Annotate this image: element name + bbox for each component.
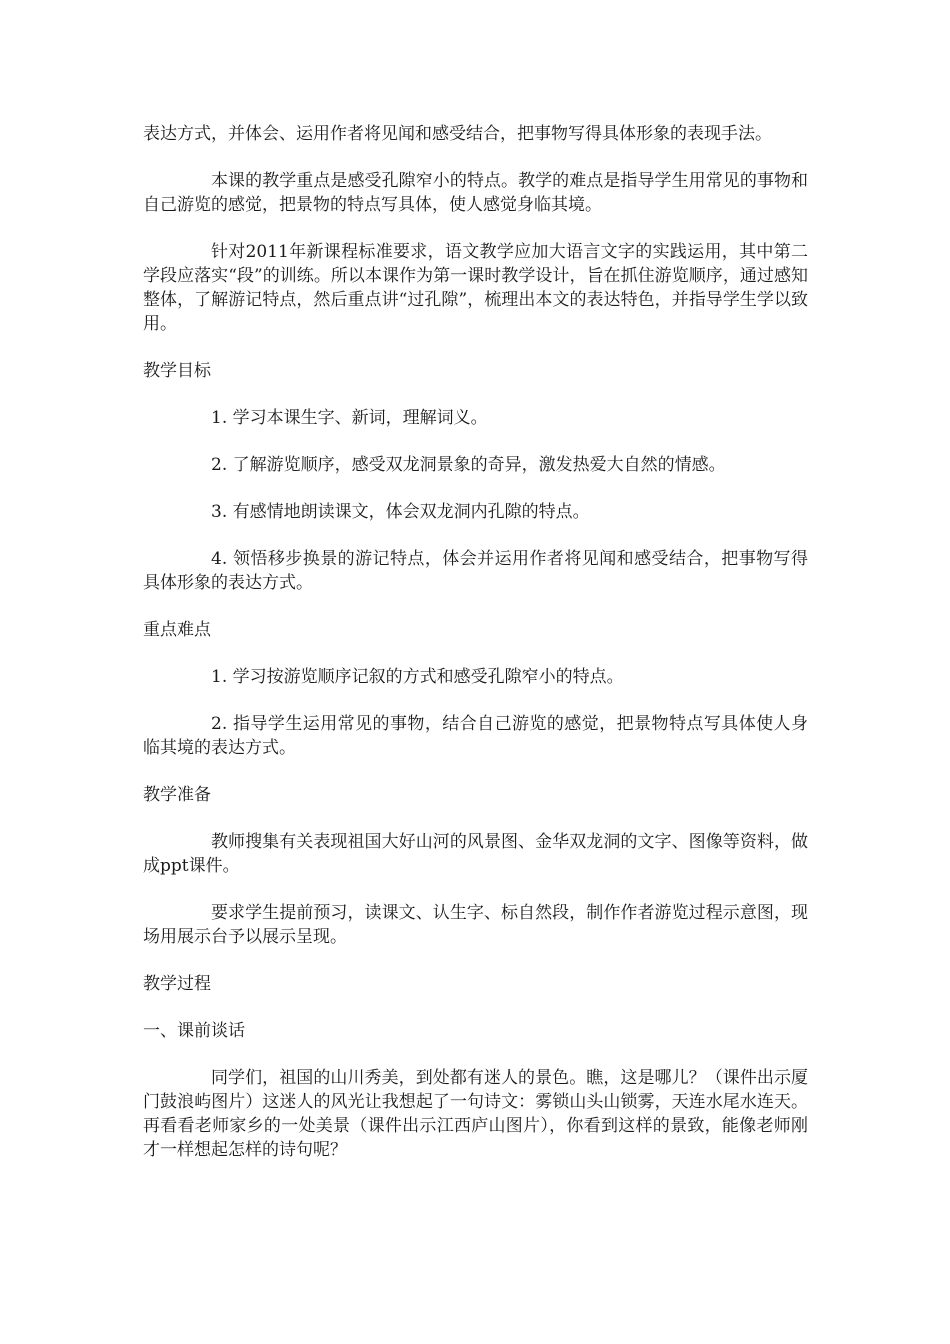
section-heading-teaching-goals: 教学目标 <box>143 361 211 381</box>
document-body <box>143 122 808 1185</box>
goal-item-1: 1. 学习本课生字、新词，理解词义。 <box>211 408 488 428</box>
subsection-heading-pre-class-talk: 一、课前谈话 <box>143 1021 245 1041</box>
goal-item-3: 3. 有感情地朗读课文，体会双龙洞内孔隙的特点。 <box>211 502 590 522</box>
paragraph-pre-class-talk: 同学们，祖国的山川秀美，到处都有迷人的景色。瞧，这是哪儿？（课件出示厦门鼓浪屿图片）这迷人的风光让我想起了一句诗文：雾锁山头山锁雾，天连水尾水连天。再看看老师家乡的一处美景（课件出示江西庐山图片），你看到这样的景致，能像老师刚才一样想起怎样的诗句呢？ <box>143 1068 808 1160</box>
key-point-item-2: 2. 指导学生运用常见的事物，结合自己游览的感觉，把景物特点写具体使人身临其境的表达方式。 <box>143 714 808 758</box>
section-heading-key-points: 重点难点 <box>143 620 211 640</box>
goal-item-2: 2. 了解游览顺序，感受双龙洞景象的奇异，激发热爱大自然的情感。 <box>211 455 726 475</box>
preparation-teacher: 教师搜集有关表现祖国大好山河的风景图、金华双龙洞的文字、图像等资料，做成ppt课件。 <box>143 832 808 876</box>
paragraph-intro-continuation: 表达方式，并体会、运用作者将见闻和感受结合，把事物写得具体形象的表现手法。 <box>143 124 772 144</box>
goal-item-4: 4. 领悟移步换景的游记特点，体会并运用作者将见闻和感受结合，把事物写得具体形象的表达方式。 <box>143 549 808 593</box>
paragraph-teaching-focus: 本课的教学重点是感受孔隙窄小的特点。教学的难点是指导学生用常见的事物和自己游览的感觉，把景物的特点写具体，使人感觉身临其境。 <box>143 171 808 215</box>
section-heading-preparation: 教学准备 <box>143 785 211 805</box>
paragraph-curriculum-standard: 针对2011年新课程标准要求，语文教学应加大语言文字的实践运用，其中第二学段应落实“段”的训练。所以本课作为第一课时教学设计，旨在抓住游览顺序，通过感知整体，了解游记特点，然后重点讲“过孔隙”，梳理出本文的表达特色，并指导学生学以致用。 <box>143 242 808 334</box>
section-heading-teaching-process: 教学过程 <box>143 974 211 994</box>
key-point-item-1: 1. 学习按游览顺序记叙的方式和感受孔隙窄小的特点。 <box>211 667 624 687</box>
preparation-students: 要求学生提前预习，读课文、认生字、标自然段，制作作者游览过程示意图，现场用展示台予以展示呈现。 <box>143 903 808 947</box>
